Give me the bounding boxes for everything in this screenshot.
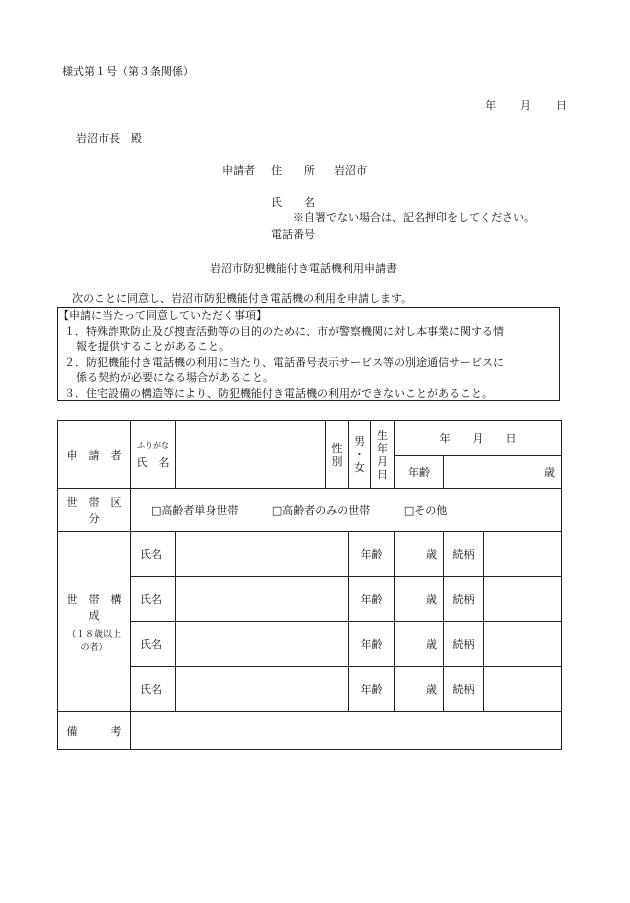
name-header-cell xyxy=(131,421,176,489)
member-age-label: 年齢 xyxy=(349,532,395,577)
age-field[interactable]: 歳 xyxy=(444,456,562,489)
member-relation-field[interactable] xyxy=(484,622,562,667)
applicant-header: 申 請 者 xyxy=(58,421,131,489)
remarks-field[interactable] xyxy=(131,712,562,750)
birth-date-field[interactable]: 年 月 日 xyxy=(395,421,562,456)
member-name-field[interactable] xyxy=(176,667,349,712)
remarks-header: 備 考 xyxy=(58,712,131,750)
date-day: 日 xyxy=(556,99,567,112)
agreement-line: 報を提供することがあること。 xyxy=(76,340,230,353)
member-name-label: 氏名 xyxy=(131,577,176,622)
sex-options[interactable]: 男 ・ 女 xyxy=(349,421,371,489)
household-type-header: 世 帯 区 分 xyxy=(58,489,131,532)
agreement-line: ３．住宅設備の構造等により、防犯機能付き電話機の利用ができないことがあること。 xyxy=(64,387,493,400)
document-title: 岩沼市防犯機能付き電話機利用申請書 xyxy=(210,262,397,275)
agreement-box xyxy=(57,307,560,401)
addressee: 岩沼市長 殿 xyxy=(76,132,142,145)
member-relation-label: 続柄 xyxy=(444,577,484,622)
member-relation-field[interactable] xyxy=(484,667,562,712)
member-age-label: 年齢 xyxy=(349,667,395,712)
seal-note: ※自署でない場合は、記名押印をしてください。 xyxy=(293,211,535,224)
member-relation-label: 続柄 xyxy=(444,667,484,712)
option-single-elderly[interactable]: □高齢者単身世帯 xyxy=(151,504,239,517)
member-name-field[interactable] xyxy=(176,577,349,622)
form-number: 様式第１号（第３条関係） xyxy=(62,65,194,78)
furigana-label: ふりがな xyxy=(137,440,169,450)
intro-text: 次のことに同意し、岩沼市防犯機能付き電話機の利用を申請します。 xyxy=(72,292,413,305)
address-value: 岩沼市 xyxy=(334,164,367,177)
agreement-heading: 【申請に当たって同意していただく事項】 xyxy=(58,309,267,322)
date-year: 年 xyxy=(485,99,496,112)
agreement-line: 係る契約が必要になる場合があること。 xyxy=(76,371,274,384)
agreement-line: １．特殊詐欺防止及び捜査活動等の目的のために、市が警察機関に対し本事業に関する情 xyxy=(64,325,504,338)
birth-header: 生 年 月 日 xyxy=(371,421,395,489)
applicant-name-field[interactable] xyxy=(176,421,326,489)
member-age-field[interactable]: 歳 xyxy=(395,667,444,712)
member-age-field[interactable]: 歳 xyxy=(395,532,444,577)
option-elderly-only[interactable]: □高齢者のみの世帯 xyxy=(271,504,371,517)
phone-label: 電話番号 xyxy=(271,228,315,241)
member-name-label: 氏名 xyxy=(131,667,176,712)
agreement-line: ２．防犯機能付き電話機の利用に当たり、電話番号表示サービス等の別途通信サービスに xyxy=(64,356,504,369)
applicant-label: 申請者 xyxy=(222,164,255,177)
age-header: 年齢 xyxy=(395,456,444,489)
member-age-field[interactable]: 歳 xyxy=(395,577,444,622)
application-table xyxy=(57,420,562,750)
member-name-field[interactable] xyxy=(176,622,349,667)
member-relation-label: 続柄 xyxy=(444,532,484,577)
member-age-field[interactable]: 歳 xyxy=(395,622,444,667)
address-label: 住 所 xyxy=(271,164,315,177)
member-name-label: 氏名 xyxy=(131,532,176,577)
member-age-label: 年齢 xyxy=(349,622,395,667)
name-header: 氏 名 xyxy=(136,455,170,469)
date-month: 月 xyxy=(520,99,531,112)
member-name-field[interactable] xyxy=(176,532,349,577)
member-relation-label: 続柄 xyxy=(444,622,484,667)
name-label: 氏 名 xyxy=(271,196,315,209)
member-relation-field[interactable] xyxy=(484,577,562,622)
household-type-options xyxy=(131,489,562,532)
option-other[interactable]: □その他 xyxy=(403,504,448,517)
member-name-label: 氏名 xyxy=(131,622,176,667)
sex-header: 性 別 xyxy=(326,421,349,489)
member-relation-field[interactable] xyxy=(484,532,562,577)
household-members-header: 世 帯 構 成 （１８歳以上 の者） xyxy=(58,532,131,712)
member-age-label: 年齢 xyxy=(349,577,395,622)
